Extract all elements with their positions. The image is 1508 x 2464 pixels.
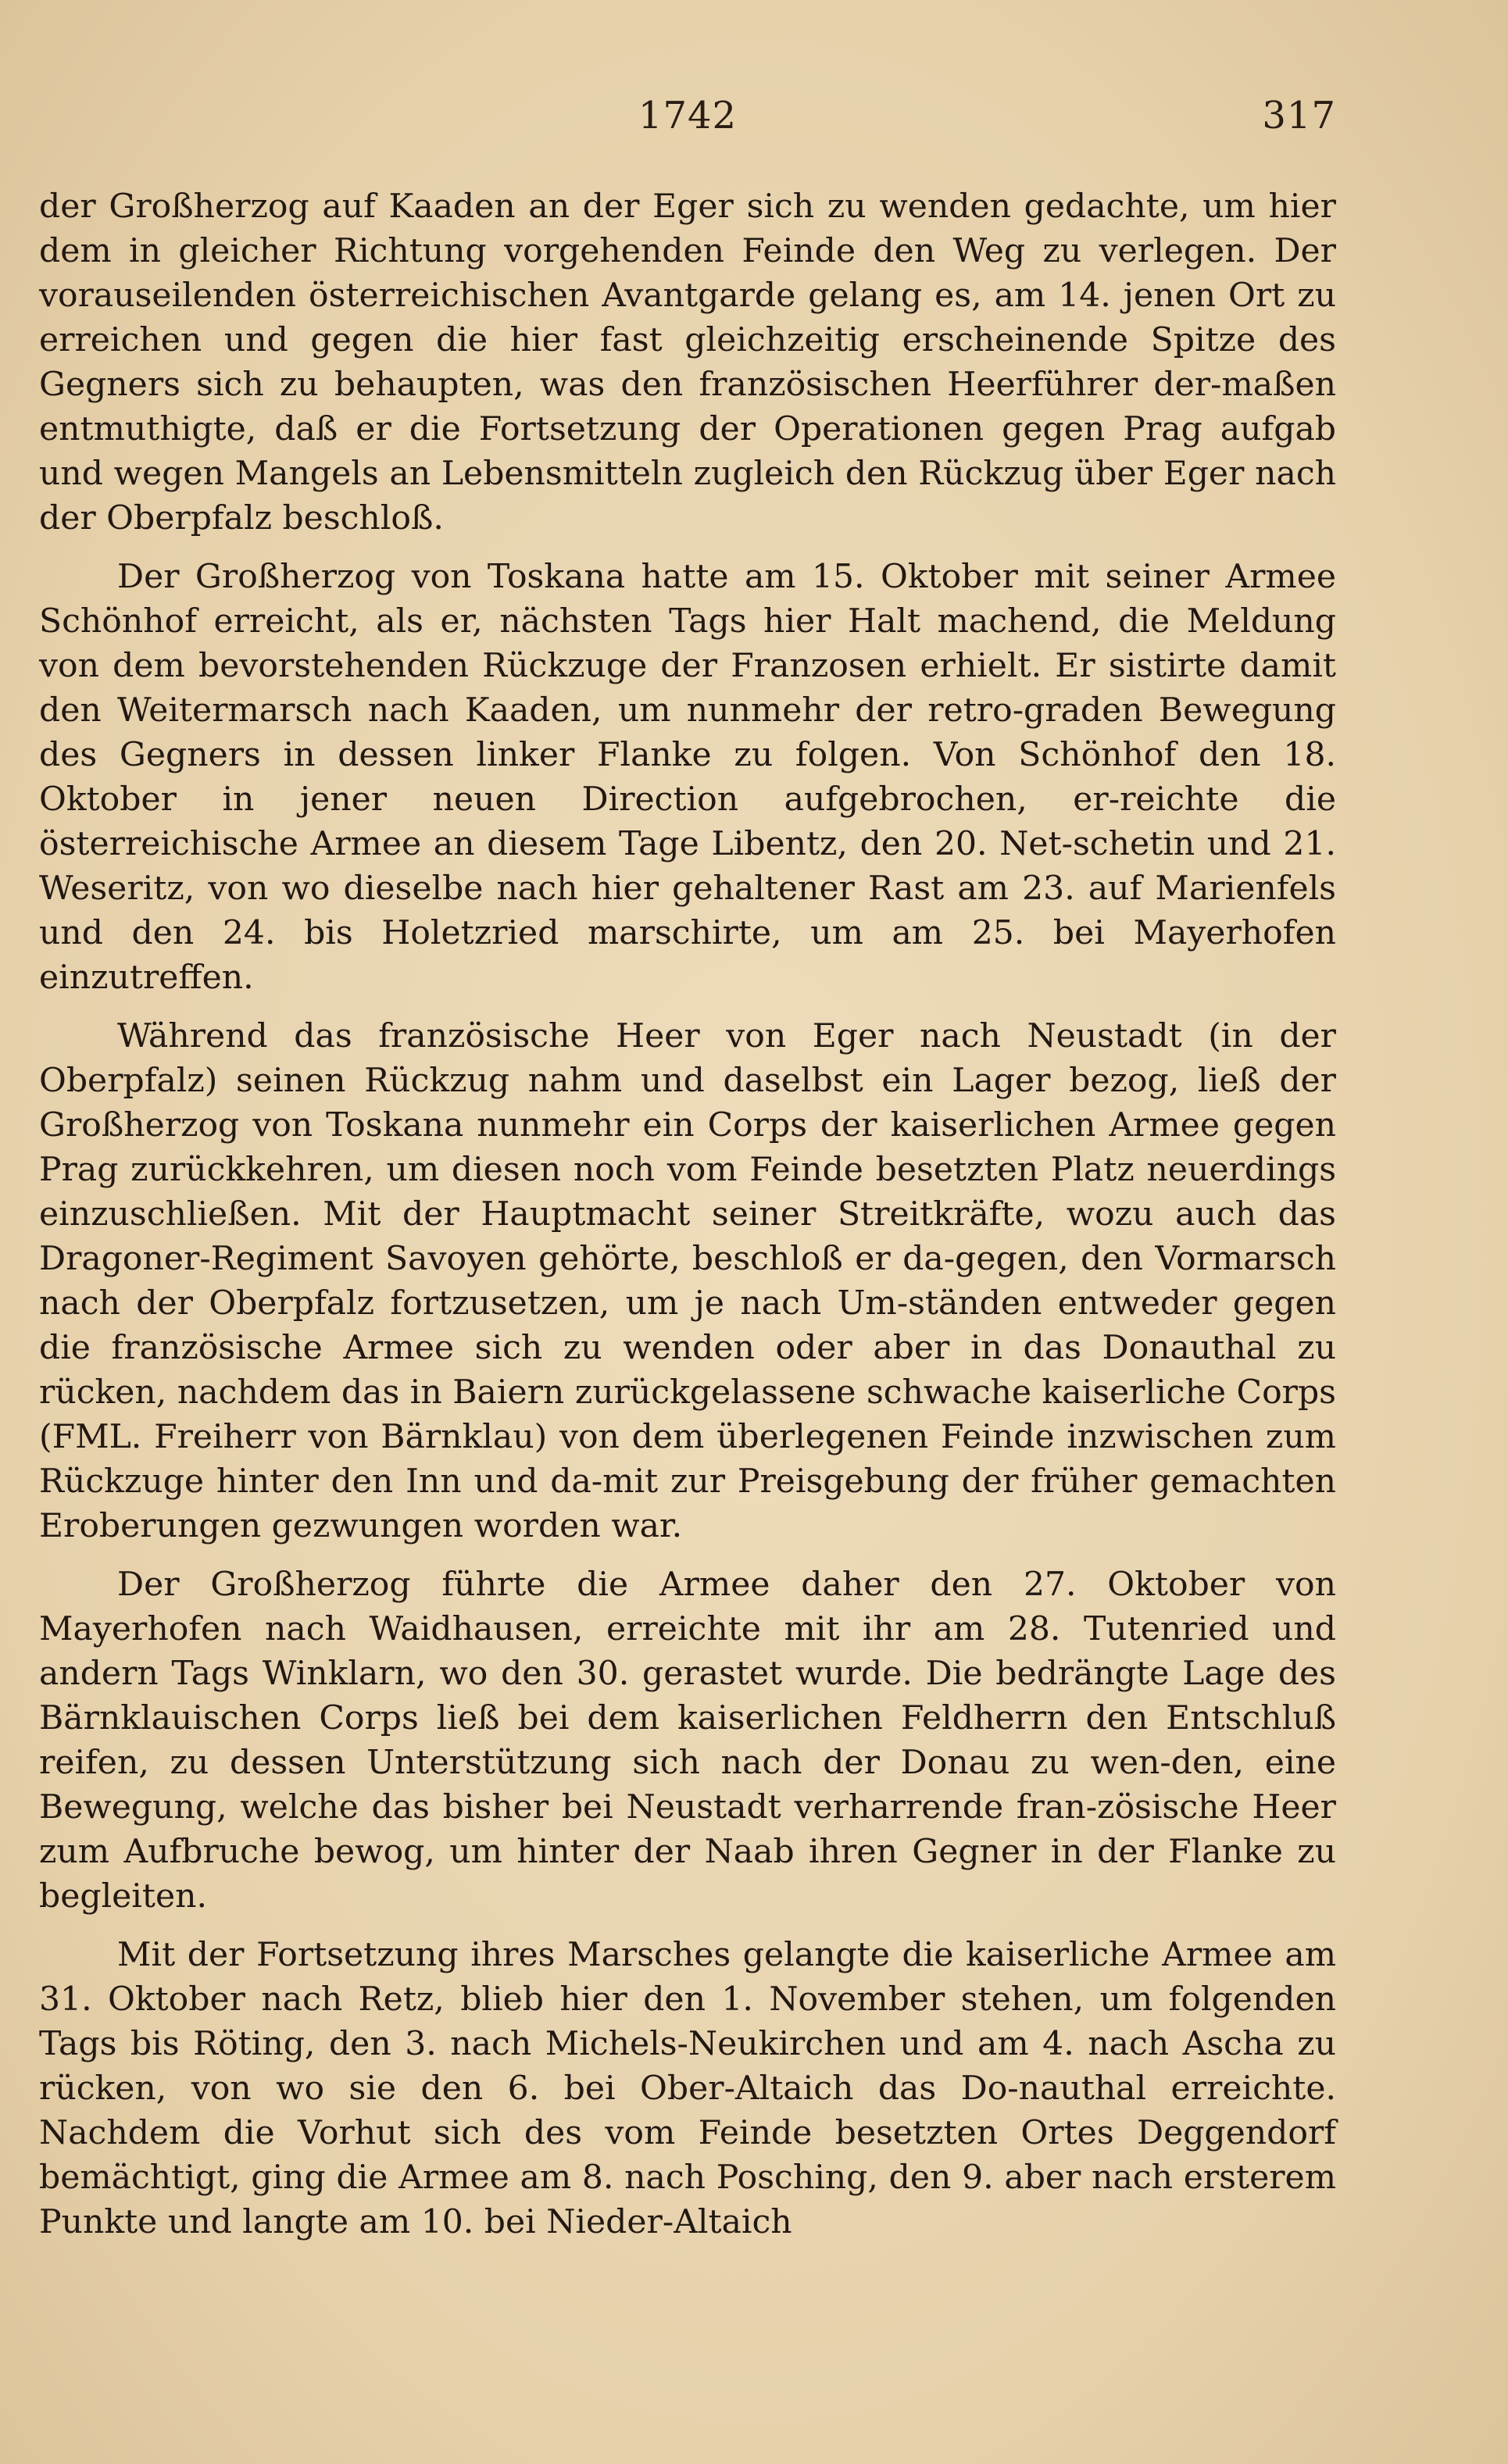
paragraph-4: Der Großherzog führte die Armee daher den 27. Oktober von Mayerhofen nach Waidhausen, erreichte mit ihr am 28. Tutenried und andern Tags Winklarn, wo den 30. gerastet wurde. Die bedrängte Lage des Bärnklauischen Corps ließ bei dem kaiserlichen Feldherrn den Entschluß reifen, zu dessen Unterstützung sich nach der Donau zu wen-den, eine Bewegung, welche das bisher bei Neustadt verharrende fran-zösische Heer zum Aufbruche bewog, um hinter der Naab ihren Gegner in der Flanke zu begleiten. <box>39 1566 1336 1916</box>
header-year: 1742 <box>638 94 738 137</box>
paragraph-3: Während das französische Heer von Eger nach Neustadt (in der Oberpfalz) seinen Rückzug nahm und daselbst ein Lager bezog, ließ der Großherzog von Toskana nunmehr ein Corps der kaiserlichen Armee gegen Prag zurückkehren, um diesen noch vom Feinde besetzten Platz neuerdings einzuschließen. Mit der Hauptmacht seiner Streitkräfte, wozu auch das Dragoner-Regiment Savoyen gehörte, beschloß er da-gegen, den Vormarsch nach der Oberpfalz fortzusetzen, um je nach Um-ständen entweder gegen die französische Armee sich zu wenden oder aber in das Donauthal zu rücken, nachdem das in Baiern zurückgelassene schwache kaiserliche Corps (FML. Freiherr von Bärnklau) von dem überlegenen Feinde inzwischen zum Rückzuge hinter den Inn und da-mit zur Preisgebung der früher gemachten Eroberungen gezwungen worden war. <box>39 1017 1336 1545</box>
page-number: 317 <box>1262 94 1336 137</box>
paragraph-2: Der Großherzog von Toskana hatte am 15. Oktober mit seiner Armee Schönhof erreicht, als er, nächsten Tags hier Halt machend, die Meldung von dem bevorstehenden Rückzuge der Franzosen erhielt. Er sistirte damit den Weitermarsch nach Kaaden, um nunmehr der retro-graden Bewegung des Gegners in dessen linker Flanke zu folgen. Von Schönhof den 18. Oktober in jener neuen Direction aufgebrochen, er-reichte die österreichische Armee an diesem Tage Libentz, den 20. Net-schetin und 21. Weseritz, von wo dieselbe nach hier gehaltener Rast am 23. auf Marienfels und den 24. bis Holetzried marschirte, um am 25. bei Mayerhofen einzutreffen. <box>39 558 1336 997</box>
paragraph-1: der Großherzog auf Kaaden an der Eger sich zu wenden gedachte, um hier dem in gleicher Richtung vorgehenden Feinde den Weg zu verlegen. Der vorauseilenden österreichischen Avantgarde gelang es, am 14. jenen Ort zu erreichen und gegen die hier fast gleichzeitig erscheinende Spitze des Gegners sich zu behaupten, was den französischen Heerführer der-maßen entmuthigte, daß er die Fortsetzung der Operationen gegen Prag aufgab und wegen Mangels an Lebensmitteln zugleich den Rückzug über Eger nach der Oberpfalz beschloß. <box>39 187 1336 537</box>
running-header <box>39 94 1336 156</box>
body-text <box>39 184 1336 2244</box>
paragraph-5: Mit der Fortsetzung ihres Marsches gelangte die kaiserliche Armee am 31. Oktober nach Retz, blieb hier den 1. November stehen, um folgenden Tags bis Röting, den 3. nach Michels-Neukirchen und am 4. nach Ascha zu rücken, von wo sie den 6. bei Ober-Altaich das Do-nauthal erreichte. Nachdem die Vorhut sich des vom Feinde besetzten Ortes Deggendorf bemächtigt, ging die Armee am 8. nach Posching, den 9. aber nach ersterem Punkte und langte am 10. bei Nieder-Altaich <box>39 1936 1336 2241</box>
